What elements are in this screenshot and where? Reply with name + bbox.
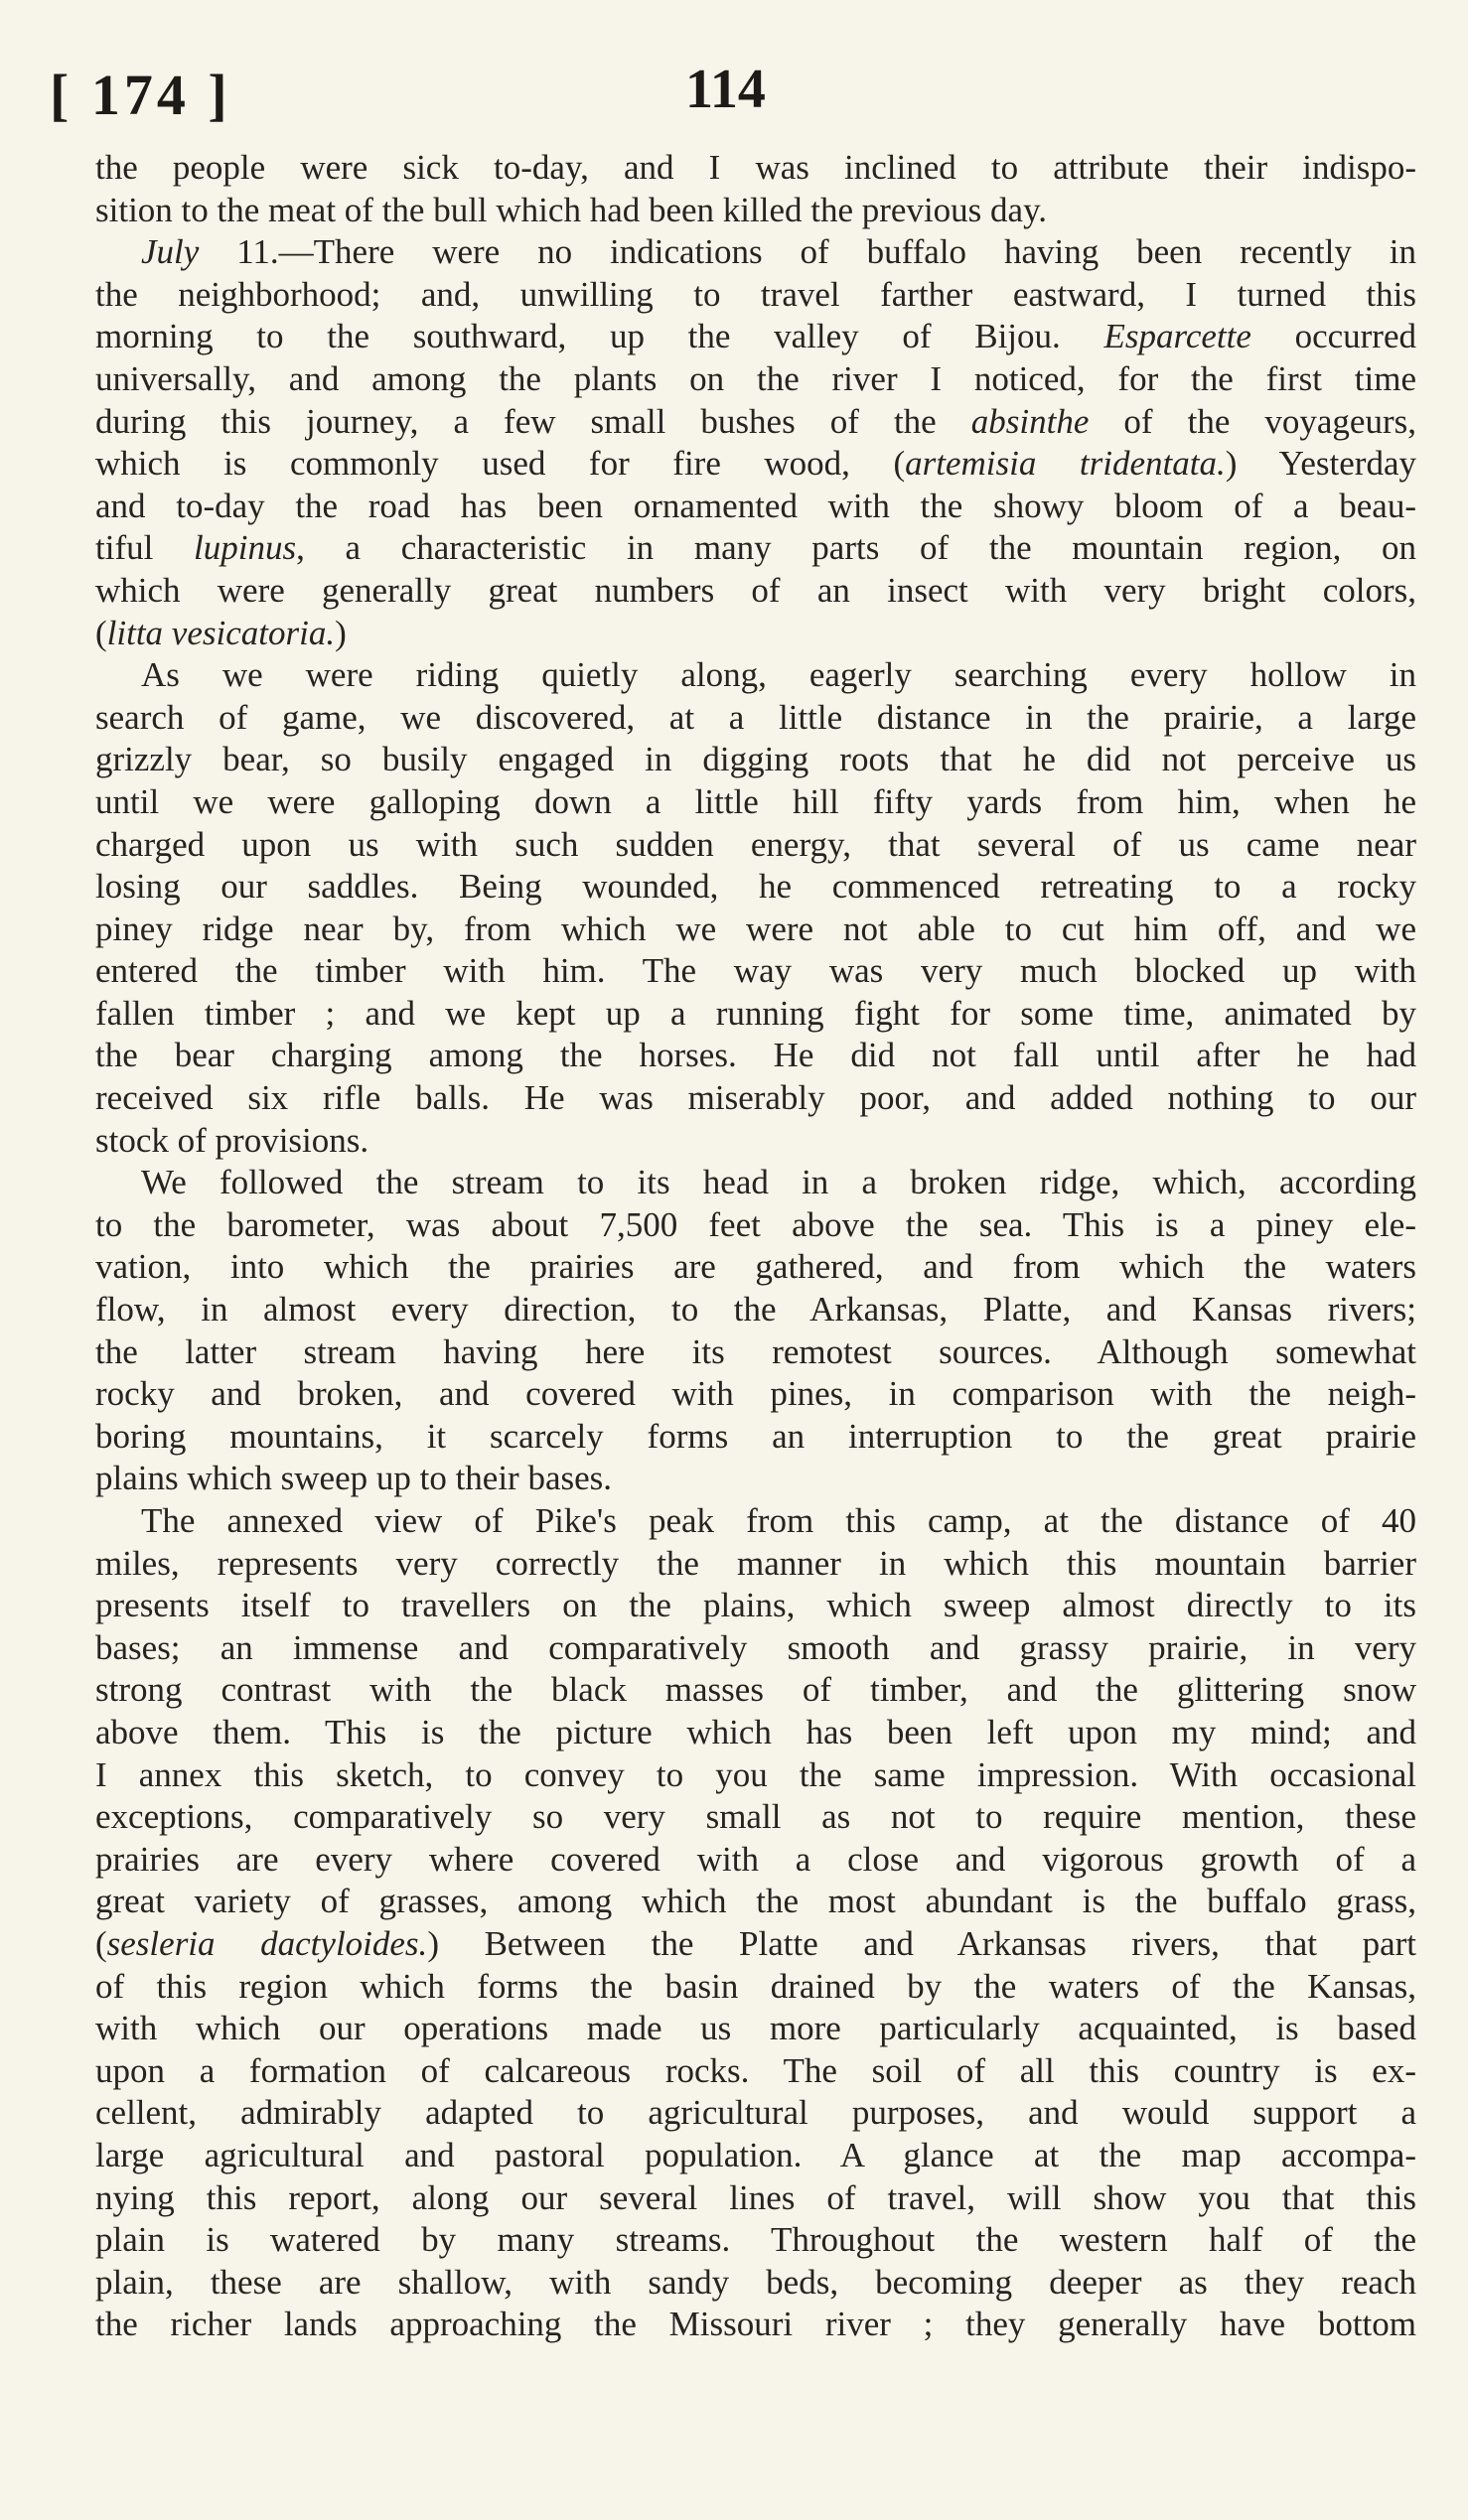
original-page-number: [ 174 ]: [50, 63, 231, 127]
text-segment: upon a formation of calcareous rocks. The soil of all this country is ex-: [95, 2050, 1416, 2090]
text-segment: ) Between the Platte and Arkansas rivers, that part: [427, 1923, 1416, 1963]
text-segment: morning to the southward, up the valley of Bijou.: [95, 317, 1104, 356]
italic-text: lupinus: [194, 528, 297, 568]
text-segment: the people were sick to-day, and I was inclined to attribute their indispo-: [95, 148, 1416, 187]
text-segment: losing our saddles. Being wounded, he commenced retreating to a rocky: [95, 867, 1416, 907]
text-line: [95, 401, 1416, 444]
text-segment: (: [95, 1923, 107, 1963]
text-line: [95, 570, 1416, 613]
text-line: [95, 1923, 1416, 1966]
text-segment: plains which sweep up to their bases.: [95, 1459, 613, 1498]
text-segment: exceptions, comparatively so very small as not to require mention, these: [95, 1797, 1416, 1837]
text-segment: the bear charging among the horses. He did not fall until after he had: [95, 1036, 1416, 1075]
text-segment: with which our operations made us more particularly acquainted, is based: [95, 2009, 1416, 2048]
text-segment: piney ridge near by, from which we were not able to cut him off, and we: [95, 909, 1416, 948]
text-line: [95, 993, 1416, 1036]
text-line: [95, 1839, 1416, 1882]
text-line: [95, 781, 1416, 824]
text-segment: the richer lands approaching the Missouri river ; they generally have bottom: [95, 2305, 1416, 2344]
page-header: [0, 52, 1468, 131]
text-line: [95, 1120, 1416, 1163]
page-number: 114: [685, 59, 766, 120]
text-segment: fallen timber ; and we kept up a running fight for some time, animated by: [95, 993, 1416, 1033]
text-segment: until we were galloping down a little hill fifty yards from him, when he: [95, 781, 1416, 821]
text-line: [95, 2219, 1416, 2262]
text-line: [95, 2262, 1416, 2305]
text-segment: entered the timber with him. The way was very much blocked up with: [95, 951, 1416, 991]
text-segment: occurred: [1250, 317, 1416, 356]
text-line: [95, 613, 1416, 655]
text-segment: large agricultural and pastoral population. A glance at the map accompa-: [95, 2135, 1416, 2174]
italic-text: absinthe: [970, 401, 1090, 441]
text-segment: which were generally great numbers of an insect with very bright colors,: [95, 570, 1416, 610]
text-segment: and to-day the road has been ornamented with the showy bloom of a beau-: [95, 486, 1416, 525]
italic-text: artemisia tridentata.: [905, 444, 1226, 484]
text-segment: the latter stream having here its remotest sources. Although somewhat: [95, 1331, 1416, 1371]
text-segment: search of game, we discovered, at a little distance in the prairie, a large: [95, 697, 1416, 737]
text-segment: of the voyageurs,: [1089, 401, 1416, 441]
text-line: [95, 909, 1416, 951]
text-line: [95, 2008, 1416, 2050]
text-segment: great variety of grasses, among which the most abundant is the buffalo grass,: [95, 1882, 1416, 1921]
text-segment: vation, into which the prairies are gathered, and from which the waters: [95, 1247, 1416, 1287]
text-segment: plain is watered by many streams. Throughout the western half of the: [95, 2220, 1416, 2260]
text-line: [95, 1500, 1416, 1543]
text-segment: charged upon us with such sudden energy, that several of us came near: [95, 824, 1416, 864]
text-line: [95, 1331, 1416, 1374]
text-line: [95, 274, 1416, 317]
italic-text: Esparcette: [1103, 317, 1251, 356]
text-segment: bases; an immense and comparatively smooth and grassy prairie, in very: [95, 1627, 1416, 1667]
text-line: [95, 1966, 1416, 2009]
text-line: [95, 527, 1416, 570]
text-segment: strong contrast with the black masses of timber, and the glittering snow: [95, 1670, 1416, 1710]
text-line: [95, 1754, 1416, 1797]
text-line: [95, 1881, 1416, 1923]
text-segment: miles, represents very correctly the manner in which this mountain barrier: [95, 1543, 1416, 1583]
text-line: [95, 654, 1416, 697]
text-segment: , a characteristic in many parts of the mountain region, on: [296, 528, 1417, 568]
text-line: [95, 2177, 1416, 2220]
text-segment: cellent, admirably adapted to agricultural purposes, and would support a: [95, 2093, 1416, 2133]
text-segment: We followed the stream to its head in a broken ridge, which, according: [141, 1163, 1416, 1202]
italic-text: July: [141, 232, 200, 272]
text-line: [95, 1373, 1416, 1416]
text-line: [95, 950, 1416, 993]
text-segment: of this region which forms the basin drained by the waters of the Kansas,: [95, 1966, 1416, 2006]
text-line: [95, 2304, 1416, 2346]
text-line: [95, 1416, 1416, 1459]
text-segment: presents itself to travellers on the plains, which sweep almost directly to its: [95, 1586, 1416, 1625]
text-segment: (: [95, 613, 107, 652]
text-line: [95, 1543, 1416, 1586]
text-line: [95, 486, 1416, 528]
text-segment: universally, and among the plants on the river I noticed, for the first time: [95, 358, 1416, 398]
text-segment: the neighborhood; and, unwilling to travel farther eastward, I turned this: [95, 274, 1416, 314]
text-line: [95, 2092, 1416, 2135]
text-line: [95, 1077, 1416, 1120]
text-line: [95, 443, 1416, 486]
text-line: [95, 1162, 1416, 1204]
text-line: [95, 1458, 1416, 1500]
text-segment: tiful: [95, 528, 195, 568]
text-line: [95, 2135, 1416, 2177]
text-segment: 11.—There were no indications of buffalo having been recently in: [199, 232, 1416, 272]
text-line: [95, 190, 1416, 232]
text-line: [95, 739, 1416, 781]
text-segment: received six rifle balls. He was miserably poor, and added nothing to our: [95, 1078, 1416, 1118]
text-segment: ) Yesterday: [1225, 444, 1416, 484]
text-line: [95, 1627, 1416, 1670]
text-line: [95, 866, 1416, 909]
text-line: [95, 2050, 1416, 2093]
text-line: [95, 1585, 1416, 1627]
text-segment: which is commonly used for fire wood, (: [95, 444, 906, 484]
text-segment: sition to the meat of the bull which had been killed the previous day.: [95, 190, 1048, 229]
text-segment: during this journey, a few small bushes of the: [95, 401, 971, 441]
text-line: [95, 697, 1416, 740]
text-segment: above them. This is the picture which has been left upon my mind; and: [95, 1712, 1416, 1751]
text-line: [95, 1246, 1416, 1289]
text-line: [95, 358, 1416, 401]
text-segment: to the barometer, was about 7,500 feet above the sea. This is a piney ele-: [95, 1204, 1416, 1244]
text-line: [95, 1289, 1416, 1331]
text-segment: grizzly bear, so busily engaged in digging roots that he did not perceive us: [95, 740, 1416, 779]
text-line: [95, 824, 1416, 867]
text-segment: I annex this sketch, to convey to you the same impression. With occasional: [95, 1754, 1416, 1794]
text-segment: flow, in almost every direction, to the Arkansas, Platte, and Kansas rivers;: [95, 1290, 1416, 1330]
text-line: [95, 1035, 1416, 1077]
text-segment: plain, these are shallow, with sandy beds, becoming deeper as they reach: [95, 2262, 1416, 2302]
italic-text: litta vesicatoria.: [106, 613, 336, 652]
text-line: [95, 231, 1416, 274]
text-segment: boring mountains, it scarcely forms an interruption to the great prairie: [95, 1416, 1416, 1456]
text-segment: nying this report, along our several lines of travel, will show you that this: [95, 2177, 1416, 2217]
text-line: [95, 316, 1416, 358]
text-segment: As we were riding quietly along, eagerly searching every hollow in: [141, 655, 1416, 695]
text-segment: stock of provisions.: [95, 1120, 369, 1160]
text-segment: The annexed view of Pike's peak from this camp, at the distance of 40: [141, 1501, 1416, 1540]
body-text: [95, 147, 1416, 2346]
text-line: [95, 1796, 1416, 1839]
text-line: [95, 1204, 1416, 1247]
text-line: [95, 1712, 1416, 1754]
text-line: [95, 147, 1416, 190]
italic-text: sesleria dactyloides.: [106, 1923, 428, 1963]
text-segment: rocky and broken, and covered with pines, in comparison with the neigh-: [95, 1374, 1416, 1414]
text-segment: prairies are every where covered with a close and vigorous growth of a: [95, 1839, 1416, 1879]
text-segment: ): [335, 613, 347, 652]
text-line: [95, 1669, 1416, 1712]
